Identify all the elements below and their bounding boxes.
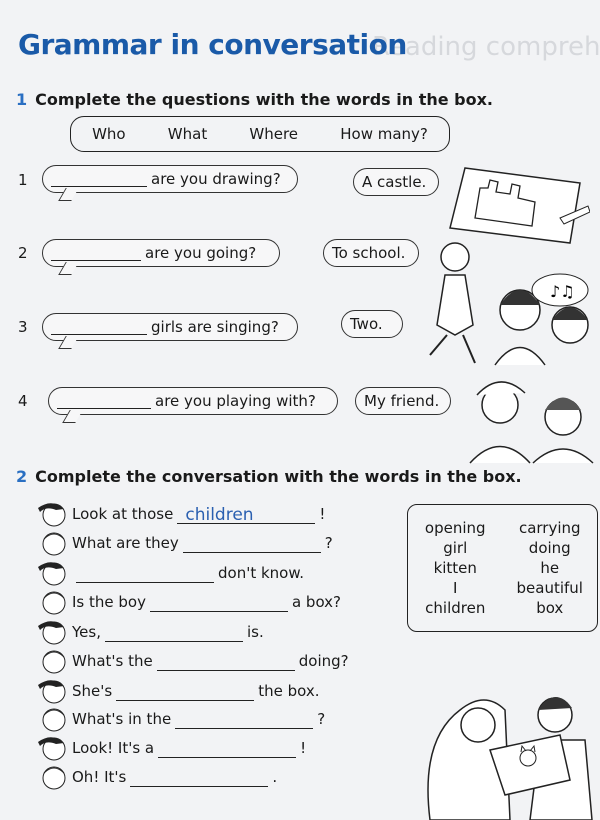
dialogue-line <box>34 735 306 761</box>
question-text: are you playing with? <box>155 392 316 410</box>
girl-face-icon <box>34 677 68 705</box>
line-after: ! <box>319 505 326 523</box>
dialogue-line <box>34 560 304 586</box>
word-box-1 <box>70 116 450 152</box>
answer-blank[interactable] <box>158 739 296 758</box>
answer-bubble <box>323 239 419 267</box>
girl-face-icon <box>34 618 68 646</box>
boy-face-icon <box>34 529 68 557</box>
line-before: What are they <box>72 534 179 552</box>
line-after: a box? <box>291 593 342 611</box>
question-text: girls are singing? <box>151 318 279 336</box>
girl-face-icon <box>34 734 68 762</box>
children-with-kitten-box-illustration <box>410 680 595 820</box>
answer-text: A castle. <box>362 173 427 191</box>
line-after: . <box>272 768 278 786</box>
boy-face-icon <box>34 588 68 616</box>
line-before: Oh! It's <box>72 768 127 786</box>
dialogue-line <box>34 648 349 674</box>
item-number: 4 <box>18 392 28 410</box>
item-number: 1 <box>18 171 28 189</box>
word: kitten <box>433 559 477 577</box>
item-number: 2 <box>18 244 28 262</box>
line-before: Look at those <box>72 505 174 523</box>
word: opening <box>424 519 486 537</box>
girl-face-icon <box>34 500 68 528</box>
word: carrying <box>518 519 581 537</box>
instruction-text: Complete the questions with the words in the box. <box>35 90 493 109</box>
answer-bubble <box>353 168 439 196</box>
svg-text:♪♫: ♪♫ <box>550 282 575 301</box>
dialogue-line <box>34 706 325 732</box>
dialogue-line <box>34 530 333 556</box>
boy-face-icon <box>34 705 68 733</box>
word: he <box>540 559 560 577</box>
line-before: Is the boy <box>72 593 146 611</box>
dialogue-line <box>34 619 264 645</box>
line-after: ! <box>300 739 307 757</box>
item-number: 3 <box>18 318 28 336</box>
boy-face-icon <box>34 763 68 791</box>
handwritten-answer: children <box>185 504 254 525</box>
line-before: She's <box>72 682 113 700</box>
dialogue-line <box>34 764 277 790</box>
line-before: Yes, <box>72 623 101 641</box>
answer-blank[interactable] <box>116 682 254 701</box>
word-box-2 <box>407 504 598 632</box>
word: children <box>425 599 486 617</box>
answer-blank[interactable] <box>183 534 321 553</box>
dialogue-line <box>34 501 325 527</box>
dialogue-line <box>34 589 341 615</box>
word: What <box>167 125 208 143</box>
boy-face-icon <box>34 647 68 675</box>
line-after: the box. <box>258 682 320 700</box>
answer-text: My friend. <box>364 392 440 410</box>
word: girl <box>443 539 468 557</box>
line-after: ? <box>324 534 333 552</box>
answer-blank[interactable] <box>76 564 214 583</box>
answer-blank[interactable] <box>57 394 151 409</box>
answer-blank[interactable] <box>177 505 315 524</box>
answer-blank[interactable] <box>175 710 313 729</box>
word: box <box>536 599 564 617</box>
children-illustration <box>415 235 600 465</box>
background-heading: Reading compreh <box>372 32 600 62</box>
exercise-number: 2 <box>16 467 28 486</box>
line-after: ? <box>317 710 326 728</box>
answer-blank[interactable] <box>150 593 288 612</box>
girl-face-icon <box>34 559 68 587</box>
question-text: are you drawing? <box>151 170 281 188</box>
word: Who <box>92 125 126 143</box>
answer-text: To school. <box>332 244 406 262</box>
word: beautiful <box>516 579 583 597</box>
answer-blank[interactable] <box>51 172 147 187</box>
question-bubble <box>48 387 338 415</box>
word: How many? <box>340 125 428 143</box>
exercise-number: 1 <box>16 90 28 109</box>
word: Where <box>249 125 299 143</box>
dialogue-line <box>34 678 319 704</box>
answer-blank[interactable] <box>130 768 268 787</box>
answer-blank[interactable] <box>51 320 147 335</box>
line-before: What's in the <box>72 710 172 728</box>
answer-blank[interactable] <box>105 623 243 642</box>
answer-bubble <box>341 310 403 338</box>
line-after: don't know. <box>218 564 305 582</box>
line-before: What's the <box>72 652 153 670</box>
answer-blank[interactable] <box>157 652 295 671</box>
exercise-2-instruction <box>16 467 522 486</box>
question-bubble <box>42 313 298 341</box>
line-after: is. <box>246 623 264 641</box>
answer-text: Two. <box>350 315 383 333</box>
answer-blank[interactable] <box>51 246 141 261</box>
line-after: doing? <box>298 652 349 670</box>
question-bubble <box>42 165 298 193</box>
instruction-text: Complete the conversation with the words in the box. <box>35 467 522 486</box>
line-before: Look! It's a <box>72 739 155 757</box>
page-title: Grammar in conversation <box>18 28 407 61</box>
question-text: are you going? <box>145 244 257 262</box>
word: I <box>453 579 458 597</box>
exercise-1-instruction <box>16 90 493 109</box>
word: doing <box>528 539 571 557</box>
